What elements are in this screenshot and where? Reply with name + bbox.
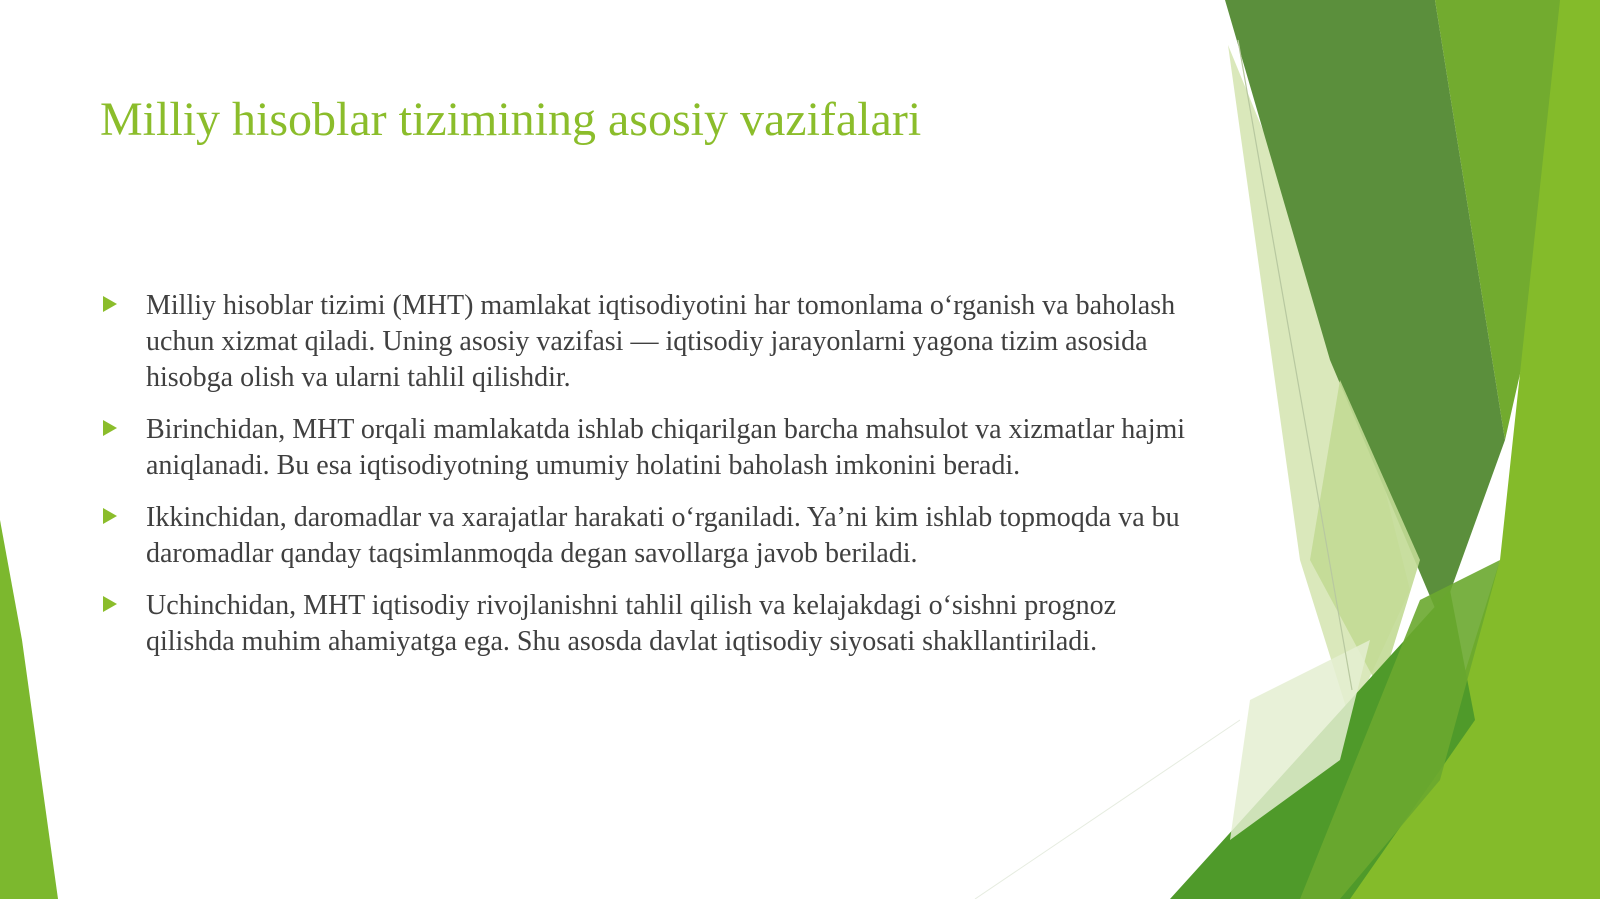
left-green-sliver (0, 520, 58, 899)
bullet-text: Uchinchidan, MHT iqtisodiy rivojlanishni tahlil qilish va kelajakdagi o‘sishni prognoz qilishda muhim ahamiyatga ega. Shu asosda davlat iqtisodiy siyosati shakllantiriladi. (146, 590, 1117, 657)
bullet-item (100, 412, 1200, 484)
bullet-text: Ikkinchidan, daromadlar va xarajatlar harakati o‘rganiladi. Ya’ni kim ishlab topmoqda va bu daromadlar qanday taqsimlanmoqda degan savollarga javob beriladi. (146, 502, 1180, 569)
triangle-right-icon (103, 508, 117, 524)
bullet-item (100, 288, 1200, 396)
bullet-item (100, 588, 1200, 660)
bullet-list (100, 288, 1200, 676)
slide-title: Milliy hisoblar tizimining asosiy vazifalari (100, 93, 922, 146)
bullet-text: Birinchidan, MHT orqali mamlakatda ishlab chiqarilgan barcha mahsulot va xizmatlar hajmi aniqlanadi. Bu esa iqtisodiyotning umumiy holatini baholash imkonini beradi. (146, 414, 1186, 481)
triangle-right-icon (103, 596, 117, 612)
triangle-right-icon (103, 296, 117, 312)
triangle-right-icon (103, 420, 117, 436)
bullet-text: Milliy hisoblar tizimi (MHT) mamlakat iqtisodiyotini har tomonlama o‘rganish va baholash uchun xizmat qiladi. Uning asosiy vazifasi — iqtisodiy jarayonlarni yagona tizim asosida hisobga olish va ularni tahlil qilishdir. (146, 290, 1176, 393)
bullet-item (100, 500, 1200, 572)
